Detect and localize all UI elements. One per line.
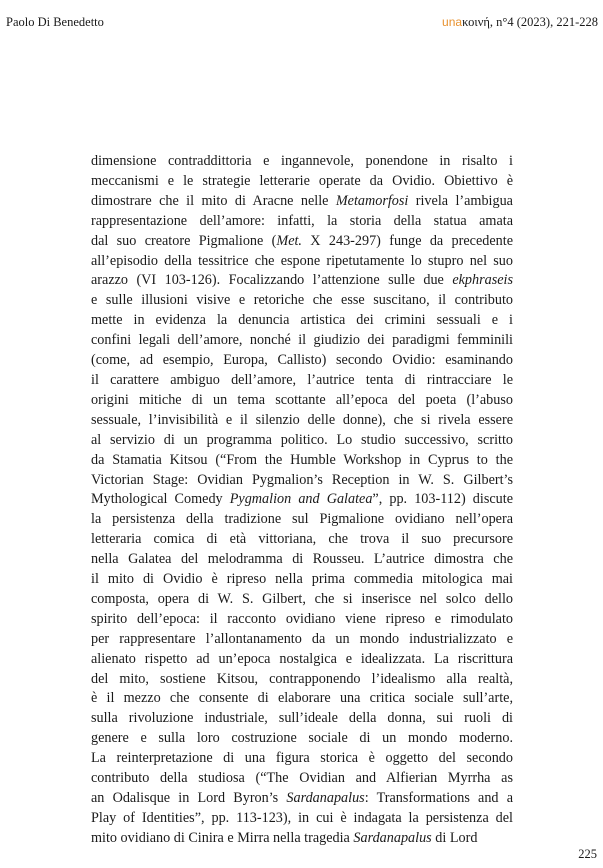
text-run: di Lord: [431, 829, 478, 846]
italic-title: Met.: [276, 232, 302, 249]
text-line: [91, 411, 513, 431]
text-run: alienato rispetto ad un’epoca nostalgica e idealizzata. La riscrittura: [91, 650, 513, 667]
text-line: [91, 152, 513, 172]
text-run: (come, ad esempio, Europa, Callisto) secondo Ovidio: esaminando: [91, 352, 513, 369]
text-line: [91, 590, 513, 610]
text-run: per rappresentare l’allontanamento da un mondo industrializzato e: [91, 630, 513, 647]
text-line: [91, 829, 513, 849]
text-line: [91, 530, 513, 550]
text-line: [91, 371, 513, 391]
text-run: il mito di Ovidio è ripreso nella prima commedia mitologica mai: [91, 571, 513, 588]
text-line: [91, 311, 513, 331]
text-run: : Transformations and a: [364, 790, 513, 806]
text-line: [91, 709, 513, 729]
text-run: Mythological Comedy: [91, 491, 230, 508]
text-run: dal suo creatore Pigmalione (: [91, 232, 277, 249]
text-line: [91, 570, 513, 590]
text-run: confini legali dell’amore, nonché il giudizio dei paradigmi femminili: [91, 332, 513, 349]
text-line: [91, 610, 513, 630]
journal-brand-logo: una: [442, 15, 463, 29]
italic-title: Sardanapalus: [286, 790, 365, 806]
text-run: e sulle illusioni visive e retoriche che esse suscitano, il contributo: [91, 292, 513, 309]
text-line: [91, 391, 513, 411]
text-line: [91, 809, 513, 829]
text-line: [91, 650, 513, 670]
text-run: al servizio di un programma politico. Lo studio successivo, scritto: [91, 431, 513, 448]
text-line: [91, 789, 513, 809]
text-line: [91, 630, 513, 650]
running-header-author: Paolo Di Benedetto: [6, 15, 104, 29]
text-run: mette in evidenza la denuncia artistica dei crimini sessuali e i: [91, 312, 513, 329]
text-line: [91, 471, 513, 491]
text-run: all’episodio della tessitrice che espone ripetutamente lo stupro nel suo: [91, 252, 513, 269]
text-run: sessuale, l’invisibilità e il silenzio delle donne), che si rivela essere: [91, 411, 513, 428]
text-run: dimostrare che il mito di Aracne nelle: [91, 192, 336, 209]
text-line: [91, 550, 513, 570]
italic-title: ekphraseis: [452, 272, 513, 289]
body-paragraph: [91, 152, 513, 849]
text-run: rappresentazione dell’amore: infatti, la storia della statua amata: [91, 212, 513, 229]
text-line: [91, 749, 513, 769]
text-run: genere e sulla loro costruzione sociale di un mondo moderno.: [91, 730, 513, 747]
text-run: contributo della studiosa (“The Ovidian and Alfierian Myrrha as: [91, 770, 513, 787]
text-run: origini mitiche di un tema scottante all’epoca del poeta (l’abuso: [91, 391, 513, 408]
text-line: [91, 351, 513, 371]
text-line: [91, 252, 513, 272]
page-number: 225: [578, 847, 597, 861]
text-line: [91, 670, 513, 690]
text-run: del mito, sostiene Kitsou, contrapponendo l’idealismo alla realtà,: [91, 670, 513, 687]
text-line: [91, 769, 513, 789]
text-run: sulla rivoluzione industriale, sull’ideale della donna, sui ruoli di: [91, 710, 513, 727]
text-run: X 243-297) funge da precedente: [301, 232, 513, 249]
text-line: [91, 431, 513, 451]
text-line: [91, 212, 513, 232]
text-line: [91, 451, 513, 471]
text-line: [91, 689, 513, 709]
text-run: La reinterpretazione di una figura storica è oggetto del secondo: [91, 750, 513, 767]
text-run: mito ovidiano di Cinira e Mirra nella tragedia: [91, 829, 354, 846]
text-run: rivela l’ambigua: [408, 192, 513, 209]
text-run: il carattere ambiguo dell’amore, l’autrice tenta di rintracciare le: [91, 371, 513, 388]
text-line: [91, 510, 513, 530]
text-run: la persistenza della tradizione sul Pigmalione ovidiano nell’opera: [91, 511, 513, 528]
italic-title: Pygmalion and Galatea: [229, 491, 373, 508]
text-run: meccanismi e le strategie letterarie operate da Ovidio. Obiettivo è: [91, 172, 513, 189]
text-run: an Odalisque in Lord Byron’s: [91, 790, 287, 806]
italic-title: Metamorfosi: [335, 192, 409, 209]
text-run: nella Galatea del melodramma di Rousseu. L’autrice dimostra che: [91, 551, 513, 568]
text-run: dimensione contraddittoria e ingannevole, ponendone in risalto i: [91, 153, 513, 169]
text-run: da Stamatia Kitsou (“From the Humble Workshop in Cyprus to the: [91, 451, 513, 468]
text-run: composta, opera di W. S. Gilbert, che si inserisce nel solco dello: [91, 590, 513, 607]
running-header-journal: [442, 14, 598, 30]
text-run: spirito dell’epoca: il racconto ovidiano viene ripreso e rimodulato: [91, 610, 513, 627]
text-line: [91, 331, 513, 351]
italic-title: Sardanapalus: [353, 829, 432, 846]
text-run: ”, pp. 103-112) discute: [372, 491, 513, 508]
text-run: arazzo (VI 103-126). Focalizzando l’attenzione sulle due: [91, 272, 453, 289]
text-run: letteraria comica di età vittoriana, che trova il suo precursore: [91, 531, 513, 548]
text-line: [91, 271, 513, 291]
text-line: [91, 232, 513, 252]
text-line: [91, 172, 513, 192]
text-run: Victorian Stage: Ovidian Pygmalion’s Reception in W. S. Gilbert’s: [91, 471, 513, 488]
journal-citation: κοινή, n°4 (2023), 221-228: [462, 15, 598, 29]
text-run: Play of Identities”, pp. 113-123), in cui è indagata la persistenza del: [91, 809, 513, 826]
text-line: [91, 192, 513, 212]
text-line: [91, 291, 513, 311]
text-line: [91, 490, 513, 510]
text-line: [91, 729, 513, 749]
text-run: è il mezzo che consente di elaborare una critica sociale sull’arte,: [91, 690, 513, 707]
